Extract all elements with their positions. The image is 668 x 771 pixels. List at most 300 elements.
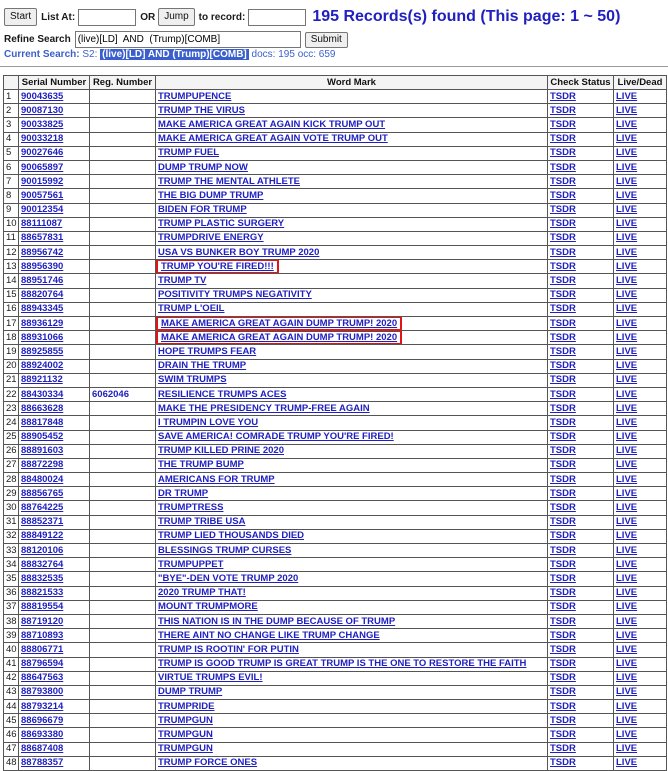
records-found: 195 Records(s) found (This page: 1 ~ 50) xyxy=(312,8,621,25)
live-dead-link[interactable]: LIVE xyxy=(614,90,667,104)
row-index: 5 xyxy=(4,146,19,160)
tsdr-link[interactable]: TSDR xyxy=(548,657,614,671)
table-row xyxy=(4,90,667,104)
reg-number xyxy=(90,231,156,245)
reg-number xyxy=(90,501,156,515)
tsdr-link[interactable]: TSDR xyxy=(548,231,614,245)
reg-number xyxy=(90,317,156,331)
live-dead-link[interactable]: LIVE xyxy=(614,643,667,657)
row-index: 21 xyxy=(4,373,19,387)
serial-number-link[interactable]: 88710893 xyxy=(19,629,90,643)
reg-number xyxy=(90,104,156,118)
word-mark-link[interactable]: TRUMP THE VIRUS xyxy=(156,104,548,118)
tsdr-link[interactable]: TSDR xyxy=(548,685,614,699)
reg-number xyxy=(90,487,156,501)
word-mark-link[interactable] xyxy=(156,317,548,331)
live-dead-link[interactable]: LIVE xyxy=(614,288,667,302)
reg-number xyxy=(90,90,156,104)
start-button[interactable]: Start xyxy=(4,8,37,26)
current-search-step: S2: xyxy=(82,49,98,60)
tsdr-link[interactable]: TSDR xyxy=(548,203,614,217)
row-index: 31 xyxy=(4,515,19,529)
tsdr-link[interactable]: TSDR xyxy=(548,274,614,288)
serial-number-link[interactable]: 88687408 xyxy=(19,742,90,756)
reg-number xyxy=(90,118,156,132)
reg-number xyxy=(90,402,156,416)
live-dead-link[interactable]: LIVE xyxy=(614,458,667,472)
tsdr-link[interactable]: TSDR xyxy=(548,515,614,529)
row-index: 8 xyxy=(4,189,19,203)
table-row xyxy=(4,756,667,770)
tsdr-link[interactable]: TSDR xyxy=(548,132,614,146)
tsdr-link[interactable]: TSDR xyxy=(548,246,614,260)
serial-number-link[interactable]: 88956742 xyxy=(19,246,90,260)
reg-number xyxy=(90,600,156,614)
row-index: 29 xyxy=(4,487,19,501)
word-mark-link[interactable]: HOPE TRUMPS FEAR xyxy=(156,345,548,359)
live-dead-link[interactable]: LIVE xyxy=(614,260,667,274)
tsdr-link[interactable]: TSDR xyxy=(548,359,614,373)
serial-number-link[interactable]: 90043635 xyxy=(19,90,90,104)
serial-number-link[interactable]: 88856765 xyxy=(19,487,90,501)
word-mark-link[interactable]: TRUMPUPPET xyxy=(156,558,548,572)
row-index: 22 xyxy=(4,387,19,401)
tsdr-link[interactable]: TSDR xyxy=(548,529,614,543)
reg-number xyxy=(90,274,156,288)
table-row xyxy=(4,231,667,245)
table-row xyxy=(4,331,667,345)
live-dead-link[interactable]: LIVE xyxy=(614,671,667,685)
word-mark-link[interactable]: "BYE"-DEN VOTE TRUMP 2020 xyxy=(156,572,548,586)
row-index: 10 xyxy=(4,217,19,231)
reg-number xyxy=(90,189,156,203)
live-dead-link[interactable]: LIVE xyxy=(614,274,667,288)
tsdr-link[interactable]: TSDR xyxy=(548,160,614,174)
word-mark-link[interactable]: DR TRUMP xyxy=(156,487,548,501)
word-mark-link[interactable]: THIS NATION IS IN THE DUMP BECAUSE OF TRUMP xyxy=(156,614,548,628)
reg-number xyxy=(90,146,156,160)
table-row xyxy=(4,515,667,529)
table-row xyxy=(4,203,667,217)
live-dead-link[interactable]: LIVE xyxy=(614,700,667,714)
live-dead-link[interactable]: LIVE xyxy=(614,104,667,118)
live-dead-link[interactable]: LIVE xyxy=(614,742,667,756)
serial-number-link[interactable]: 88925855 xyxy=(19,345,90,359)
serial-number-link[interactable]: 88872298 xyxy=(19,458,90,472)
table-row xyxy=(4,104,667,118)
tsdr-link[interactable]: TSDR xyxy=(548,714,614,728)
live-dead-link[interactable]: LIVE xyxy=(614,614,667,628)
live-dead-link[interactable]: LIVE xyxy=(614,246,667,260)
list-at-input[interactable] xyxy=(78,9,136,26)
reg-number xyxy=(90,359,156,373)
row-index: 11 xyxy=(4,231,19,245)
serial-number-link[interactable]: 90065897 xyxy=(19,160,90,174)
tsdr-link[interactable]: TSDR xyxy=(548,146,614,160)
word-mark-link[interactable]: TRUMP THE MENTAL ATHLETE xyxy=(156,175,548,189)
word-mark-link[interactable]: TRUMP TRIBE USA xyxy=(156,515,548,529)
serial-number-link[interactable]: 90015992 xyxy=(19,175,90,189)
serial-number-link[interactable]: 88693380 xyxy=(19,728,90,742)
serial-number-link[interactable]: 88480024 xyxy=(19,473,90,487)
reg-number xyxy=(90,643,156,657)
col-header-word-mark: Word Mark xyxy=(156,76,548,90)
word-mark-link[interactable]: I TRUMPIN LOVE YOU xyxy=(156,416,548,430)
serial-number-link[interactable]: 88821533 xyxy=(19,586,90,600)
live-dead-link[interactable]: LIVE xyxy=(614,501,667,515)
serial-number-link[interactable]: 90012354 xyxy=(19,203,90,217)
live-dead-link[interactable]: LIVE xyxy=(614,544,667,558)
serial-number-link[interactable]: 88924002 xyxy=(19,359,90,373)
tsdr-link[interactable]: TSDR xyxy=(548,671,614,685)
to-record-label: to record: xyxy=(198,11,246,23)
table-row xyxy=(4,444,667,458)
serial-number-link[interactable]: 88806771 xyxy=(19,643,90,657)
serial-number-link[interactable]: 88936129 xyxy=(19,317,90,331)
serial-number-link[interactable]: 88430334 xyxy=(19,387,90,401)
serial-number-link[interactable]: 88905452 xyxy=(19,430,90,444)
live-dead-link[interactable]: LIVE xyxy=(614,331,667,345)
refine-label: Refine Search xyxy=(4,34,71,45)
word-mark-link[interactable]: TRUMPGUN xyxy=(156,728,548,742)
table-row xyxy=(4,160,667,174)
serial-number-link[interactable]: 88796594 xyxy=(19,657,90,671)
tsdr-link[interactable]: TSDR xyxy=(548,728,614,742)
serial-number-link[interactable]: 88120106 xyxy=(19,544,90,558)
serial-number-link[interactable]: 90033825 xyxy=(19,118,90,132)
serial-number-link[interactable]: 90033218 xyxy=(19,132,90,146)
row-index: 17 xyxy=(4,317,19,331)
table-row xyxy=(4,657,667,671)
word-mark-link[interactable]: POSITIVITY TRUMPS NEGATIVITY xyxy=(156,288,548,302)
current-search-label: Current Search: xyxy=(4,49,80,60)
tsdr-link[interactable]: TSDR xyxy=(548,600,614,614)
word-mark-link[interactable]: TRUMP KILLED PRINE 2020 xyxy=(156,444,548,458)
tsdr-link[interactable]: TSDR xyxy=(548,317,614,331)
serial-number-link[interactable]: 88793214 xyxy=(19,700,90,714)
reg-number xyxy=(90,430,156,444)
reg-number xyxy=(90,458,156,472)
tsdr-link[interactable]: TSDR xyxy=(548,487,614,501)
serial-number-link[interactable]: 88719120 xyxy=(19,614,90,628)
live-dead-link[interactable]: LIVE xyxy=(614,387,667,401)
serial-number-link[interactable]: 88111087 xyxy=(19,217,90,231)
row-index: 48 xyxy=(4,756,19,770)
live-dead-link[interactable]: LIVE xyxy=(614,558,667,572)
word-mark-link[interactable]: BIDEN FOR TRUMP xyxy=(156,203,548,217)
serial-number-link[interactable]: 88832535 xyxy=(19,572,90,586)
serial-number-link[interactable]: 88852371 xyxy=(19,515,90,529)
live-dead-link[interactable]: LIVE xyxy=(614,203,667,217)
serial-number-link[interactable]: 88891603 xyxy=(19,444,90,458)
jump-button[interactable]: Jump xyxy=(158,8,194,26)
current-search-stats: docs: 195 occ: 659 xyxy=(251,49,336,60)
submit-button[interactable]: Submit xyxy=(305,32,348,48)
row-index: 42 xyxy=(4,671,19,685)
reg-number xyxy=(90,302,156,316)
current-search xyxy=(4,49,336,60)
row-index: 20 xyxy=(4,359,19,373)
word-mark-link[interactable]: DUMP TRUMP xyxy=(156,685,548,699)
live-dead-link[interactable]: LIVE xyxy=(614,600,667,614)
serial-number-link[interactable]: 88832764 xyxy=(19,558,90,572)
word-mark-link[interactable]: TRUMP IS GOOD TRUMP IS GREAT TRUMP IS THE ONE TO RESTORE THE FAITH xyxy=(156,657,548,671)
live-dead-link[interactable]: LIVE xyxy=(614,160,667,174)
reg-number xyxy=(90,572,156,586)
row-index: 41 xyxy=(4,657,19,671)
col-header-index xyxy=(4,76,19,90)
live-dead-link[interactable]: LIVE xyxy=(614,373,667,387)
tsdr-link[interactable]: TSDR xyxy=(548,643,614,657)
word-mark-link[interactable]: TRUMP IS ROOTIN' FOR PUTIN xyxy=(156,643,548,657)
live-dead-link[interactable]: LIVE xyxy=(614,444,667,458)
serial-number-link[interactable]: 90057561 xyxy=(19,189,90,203)
word-mark-link[interactable]: TRUMP PLASTIC SURGERY xyxy=(156,217,548,231)
live-dead-link[interactable]: LIVE xyxy=(614,416,667,430)
serial-number-link[interactable]: 88647563 xyxy=(19,671,90,685)
table-row xyxy=(4,487,667,501)
table-row xyxy=(4,700,667,714)
tsdr-link[interactable]: TSDR xyxy=(548,402,614,416)
reg-number xyxy=(90,671,156,685)
tsdr-link[interactable]: TSDR xyxy=(548,175,614,189)
word-mark-link[interactable]: TRUMPTRESS xyxy=(156,501,548,515)
tsdr-link[interactable]: TSDR xyxy=(548,373,614,387)
word-mark-link[interactable]: TRUMP TV xyxy=(156,274,548,288)
table-row xyxy=(4,728,667,742)
word-mark-link[interactable]: AMERICANS FOR TRUMP xyxy=(156,473,548,487)
table-row xyxy=(4,529,667,543)
word-mark-link[interactable]: BLESSINGS TRUMP CURSES xyxy=(156,544,548,558)
row-index: 13 xyxy=(4,260,19,274)
reg-number xyxy=(90,614,156,628)
live-dead-link[interactable]: LIVE xyxy=(614,629,667,643)
live-dead-link[interactable]: LIVE xyxy=(614,756,667,770)
live-dead-link[interactable]: LIVE xyxy=(614,657,667,671)
highlight-box: MAKE AMERICA GREAT AGAIN DUMP TRUMP! 2020 xyxy=(158,318,400,329)
row-index: 46 xyxy=(4,728,19,742)
live-dead-link[interactable]: LIVE xyxy=(614,317,667,331)
serial-number-link[interactable]: 88951746 xyxy=(19,274,90,288)
live-dead-link[interactable]: LIVE xyxy=(614,231,667,245)
reg-number xyxy=(90,657,156,671)
tsdr-link[interactable]: TSDR xyxy=(548,387,614,401)
col-header-reg: Reg. Number xyxy=(90,76,156,90)
row-index: 43 xyxy=(4,685,19,699)
word-mark-link[interactable]: THE BIG DUMP TRUMP xyxy=(156,189,548,203)
live-dead-link[interactable]: LIVE xyxy=(614,572,667,586)
serial-number-link[interactable]: 88764225 xyxy=(19,501,90,515)
live-dead-link[interactable]: LIVE xyxy=(614,487,667,501)
reg-number xyxy=(90,373,156,387)
row-index: 30 xyxy=(4,501,19,515)
reg-number xyxy=(90,260,156,274)
reg-number xyxy=(90,473,156,487)
live-dead-link[interactable]: LIVE xyxy=(614,586,667,600)
row-index: 45 xyxy=(4,714,19,728)
reg-number xyxy=(90,544,156,558)
word-mark-link[interactable]: MAKE AMERICA GREAT AGAIN VOTE TRUMP OUT xyxy=(156,132,548,146)
tsdr-link[interactable]: TSDR xyxy=(548,90,614,104)
tsdr-link[interactable]: TSDR xyxy=(548,544,614,558)
tsdr-link[interactable]: TSDR xyxy=(548,473,614,487)
tsdr-link[interactable]: TSDR xyxy=(548,430,614,444)
tsdr-link[interactable]: TSDR xyxy=(548,302,614,316)
to-record-input[interactable] xyxy=(248,9,306,26)
divider xyxy=(0,66,668,67)
table-row xyxy=(4,643,667,657)
tsdr-link[interactable]: TSDR xyxy=(548,345,614,359)
tsdr-link[interactable]: TSDR xyxy=(548,118,614,132)
reg-number xyxy=(90,515,156,529)
word-mark-link[interactable]: TRUMPRIDE xyxy=(156,700,548,714)
current-search-query: (live)[LD] AND (Trump)[COMB] xyxy=(102,49,247,60)
tsdr-link[interactable]: TSDR xyxy=(548,629,614,643)
serial-number-link[interactable]: 88931066 xyxy=(19,331,90,345)
table-row xyxy=(4,501,667,515)
live-dead-link[interactable]: LIVE xyxy=(614,146,667,160)
serial-number-link[interactable]: 88817848 xyxy=(19,416,90,430)
row-index: 3 xyxy=(4,118,19,132)
word-mark-link[interactable]: MAKE THE PRESIDENCY TRUMP-FREE AGAIN xyxy=(156,402,548,416)
word-mark-link[interactable]: MAKE AMERICA GREAT AGAIN KICK TRUMP OUT xyxy=(156,118,548,132)
live-dead-link[interactable]: LIVE xyxy=(614,728,667,742)
serial-number-link[interactable]: 88956390 xyxy=(19,260,90,274)
live-dead-link[interactable]: LIVE xyxy=(614,175,667,189)
word-mark-link[interactable]: DUMP TRUMP NOW xyxy=(156,160,548,174)
serial-number-link[interactable]: 88696679 xyxy=(19,714,90,728)
serial-number-link[interactable]: 88788357 xyxy=(19,756,90,770)
word-mark-link[interactable]: USA VS BUNKER BOY TRUMP 2020 xyxy=(156,246,548,260)
word-mark-link[interactable]: TRUMPGUN xyxy=(156,742,548,756)
row-index: 33 xyxy=(4,544,19,558)
word-mark-link[interactable]: TRUMP FORCE ONES xyxy=(156,756,548,770)
table-row xyxy=(4,671,667,685)
live-dead-link[interactable]: LIVE xyxy=(614,217,667,231)
serial-number-link[interactable]: 88657831 xyxy=(19,231,90,245)
serial-number-link[interactable]: 88943345 xyxy=(19,302,90,316)
table-row xyxy=(4,146,667,160)
reg-number xyxy=(90,331,156,345)
tsdr-link[interactable]: TSDR xyxy=(548,586,614,600)
row-index: 40 xyxy=(4,643,19,657)
tsdr-link[interactable]: TSDR xyxy=(548,288,614,302)
table-row xyxy=(4,714,667,728)
row-index: 19 xyxy=(4,345,19,359)
table-row xyxy=(4,458,667,472)
live-dead-link[interactable]: LIVE xyxy=(614,118,667,132)
word-mark-link[interactable] xyxy=(156,260,548,274)
live-dead-link[interactable]: LIVE xyxy=(614,473,667,487)
word-mark-link[interactable]: SAVE AMERICA! COMRADE TRUMP YOU'RE FIRED! xyxy=(156,430,548,444)
refine-input[interactable] xyxy=(75,31,301,48)
serial-number-link[interactable]: 88663628 xyxy=(19,402,90,416)
tsdr-link[interactable]: TSDR xyxy=(548,189,614,203)
table-row xyxy=(4,288,667,302)
live-dead-link[interactable]: LIVE xyxy=(614,685,667,699)
live-dead-link[interactable]: LIVE xyxy=(614,529,667,543)
word-mark-link[interactable]: THE TRUMP BUMP xyxy=(156,458,548,472)
reg-number xyxy=(90,217,156,231)
tsdr-link[interactable]: TSDR xyxy=(548,416,614,430)
tsdr-link[interactable]: TSDR xyxy=(548,572,614,586)
word-mark-link[interactable]: TRUMPGUN xyxy=(156,714,548,728)
serial-number-link[interactable]: 90087130 xyxy=(19,104,90,118)
live-dead-link[interactable]: LIVE xyxy=(614,302,667,316)
tsdr-link[interactable]: TSDR xyxy=(548,458,614,472)
live-dead-link[interactable]: LIVE xyxy=(614,132,667,146)
tsdr-link[interactable]: TSDR xyxy=(548,742,614,756)
row-index: 18 xyxy=(4,331,19,345)
live-dead-link[interactable]: LIVE xyxy=(614,714,667,728)
row-index: 1 xyxy=(4,90,19,104)
tsdr-link[interactable]: TSDR xyxy=(548,501,614,515)
reg-number xyxy=(90,700,156,714)
tsdr-link[interactable]: TSDR xyxy=(548,331,614,345)
tsdr-link[interactable]: TSDR xyxy=(548,104,614,118)
live-dead-link[interactable]: LIVE xyxy=(614,359,667,373)
live-dead-link[interactable]: LIVE xyxy=(614,402,667,416)
tsdr-link[interactable]: TSDR xyxy=(548,558,614,572)
tsdr-link[interactable]: TSDR xyxy=(548,756,614,770)
tsdr-link[interactable]: TSDR xyxy=(548,700,614,714)
reg-number xyxy=(90,345,156,359)
serial-number-link[interactable]: 88921132 xyxy=(19,373,90,387)
word-mark-link[interactable]: DRAIN THE TRUMP xyxy=(156,359,548,373)
word-mark-link[interactable]: TRUMP L'OEIL xyxy=(156,302,548,316)
tsdr-link[interactable]: TSDR xyxy=(548,260,614,274)
word-mark-link[interactable]: THERE AINT NO CHANGE LIKE TRUMP CHANGE xyxy=(156,629,548,643)
toolbar xyxy=(4,5,620,29)
reg-number xyxy=(90,558,156,572)
reg-number xyxy=(90,714,156,728)
table-row xyxy=(4,614,667,628)
list-at-label: List At: xyxy=(41,11,76,23)
serial-number-link[interactable]: 88849122 xyxy=(19,529,90,543)
word-mark-link[interactable]: TRUMP LIED THOUSANDS DIED xyxy=(156,529,548,543)
table-row xyxy=(4,430,667,444)
serial-number-link[interactable]: 88820764 xyxy=(19,288,90,302)
row-index: 34 xyxy=(4,558,19,572)
word-mark-link[interactable]: TRUMPUPENCE xyxy=(156,90,548,104)
live-dead-link[interactable]: LIVE xyxy=(614,345,667,359)
live-dead-link[interactable]: LIVE xyxy=(614,515,667,529)
word-mark-link[interactable]: VIRTUE TRUMPS EVIL! xyxy=(156,671,548,685)
serial-number-link[interactable]: 88793800 xyxy=(19,685,90,699)
reg-number xyxy=(90,246,156,260)
word-mark-link[interactable]: 2020 TRUMP THAT! xyxy=(156,586,548,600)
live-dead-link[interactable]: LIVE xyxy=(614,189,667,203)
header-row xyxy=(4,76,667,90)
tsdr-link[interactable]: TSDR xyxy=(548,614,614,628)
row-index: 36 xyxy=(4,586,19,600)
word-mark-link[interactable] xyxy=(156,331,548,345)
word-mark-link[interactable]: TRUMP FUEL xyxy=(156,146,548,160)
serial-number-link[interactable]: 90027646 xyxy=(19,146,90,160)
word-mark-link[interactable]: TRUMPDRIVE ENERGY xyxy=(156,231,548,245)
word-mark-link[interactable]: SWIM TRUMPS xyxy=(156,373,548,387)
word-mark-link[interactable]: RESILIENCE TRUMPS ACES xyxy=(156,387,548,401)
word-mark-link[interactable]: MOUNT TRUMPMORE xyxy=(156,600,548,614)
tsdr-link[interactable]: TSDR xyxy=(548,444,614,458)
tsdr-link[interactable]: TSDR xyxy=(548,217,614,231)
or-label: OR xyxy=(140,11,156,23)
live-dead-link[interactable]: LIVE xyxy=(614,430,667,444)
reg-number xyxy=(90,685,156,699)
row-index: 15 xyxy=(4,288,19,302)
serial-number-link[interactable]: 88819554 xyxy=(19,600,90,614)
row-index: 2 xyxy=(4,104,19,118)
